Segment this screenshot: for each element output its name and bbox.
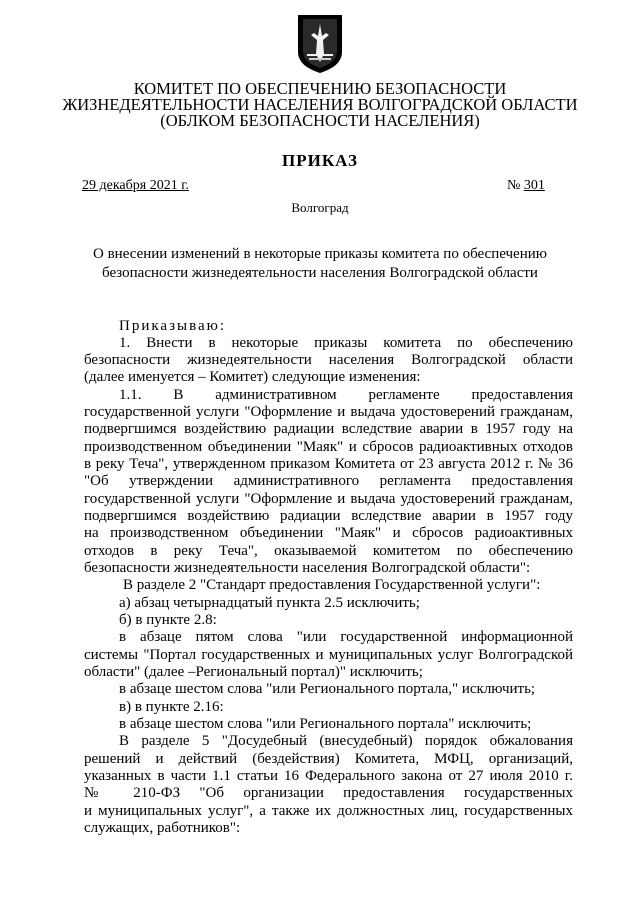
body-line: а) абзац четырнадцатый пункта 2.5 исключить; xyxy=(119,595,420,611)
body-line: системы "Портал государственных и муниципальных услуг Волгоградской xyxy=(84,647,573,663)
body-line: решений и действий (бездействия) Комитета, МФЦ, организаций, xyxy=(84,751,573,767)
org-name-line-3: (ОБЛКОМ БЕЗОПАСНОСТИ НАСЕЛЕНИЯ) xyxy=(160,111,480,130)
coat-of-arms-emblem xyxy=(297,14,343,74)
body-line: в абзаце пятом слова "или государственной информационной xyxy=(119,629,573,645)
body-line: "Об утверждении административного регламента предоставления xyxy=(84,473,573,489)
body-line: производственном объединении "Маяк" и сбросов радиоактивных отходов xyxy=(84,439,573,455)
body-line: и муниципальных услуг", а также их должностных лиц, государственных xyxy=(84,803,573,819)
body-line: подвергшимся воздействию радиации вследствие аварии в 1957 году xyxy=(84,508,573,524)
body-line: безопасности жизнедеятельности населения Волгоградской области xyxy=(84,352,573,368)
body-line: (далее именуется – Комитет) следующие изменения: xyxy=(84,369,421,385)
document-city: Волгоград xyxy=(291,200,349,215)
body-line: в реку Теча", утвержденном приказом Комитета от 23 августа 2012 г. № 36 xyxy=(84,456,573,472)
document-number xyxy=(507,178,545,194)
body-line: на производственном объединении "Маяк" и сбросов радиоактивных xyxy=(84,525,573,541)
body-line: в) в пункте 2.16: xyxy=(119,699,224,715)
body-line: указанных в части 1.1 статьи 16 Федерального закона от 27 июля 2010 г. xyxy=(84,768,573,784)
subject-line-1: О внесении изменений в некоторые приказы комитета по обеспечению xyxy=(93,246,547,262)
body-line: подвергшимся воздействию радиации вследствие аварии в 1957 году на xyxy=(84,421,573,437)
body-line: государственной услуги "Оформление и выдача удостоверений гражданам, xyxy=(84,491,573,507)
order-keyword: Приказываю: xyxy=(119,318,226,334)
org-name-line-2: ЖИЗНЕДЕЯТЕЛЬНОСТИ НАСЕЛЕНИЯ ВОЛГОГРАДСКОЙ ОБЛАСТИ xyxy=(62,95,578,114)
document-type-title: ПРИКАЗ xyxy=(282,151,358,170)
document-date: 29 декабря 2021 г. xyxy=(82,178,189,193)
org-name-line-1: КОМИТЕТ ПО ОБЕСПЕЧЕНИЮ БЕЗОПАСНОСТИ xyxy=(133,79,507,98)
body-line: 1. Внести в некоторые приказы комитета по обеспечению xyxy=(119,335,573,351)
subject-line-2: безопасности жизнедеятельности населения Волгоградской области xyxy=(102,265,538,281)
body-line: № 210-ФЗ "Об организации предоставления государственных xyxy=(84,785,573,801)
body-line: безопасности жизнедеятельности населения Волгоградской области": xyxy=(84,560,531,576)
body-line: в абзаце шестом слова "или Регионального портала" исключить; xyxy=(119,716,532,732)
body-line: в абзаце шестом слова "или Регионального портала," исключить; xyxy=(119,681,536,697)
body-line: области" (далее –Региональный портал)" исключить; xyxy=(84,664,423,680)
body-line: В разделе 5 "Досудебный (внесудебный) порядок обжалования xyxy=(119,733,573,749)
number-prefix: № xyxy=(507,178,521,193)
body-line: служащих, работников": xyxy=(84,820,241,836)
body-line: б) в пункте 2.8: xyxy=(119,612,217,628)
body-line: государственной услуги "Оформление и выдача удостоверений гражданам, xyxy=(84,404,573,420)
number-value: 301 xyxy=(523,178,545,193)
body-line: В разделе 2 "Стандарт предоставления Государственной услуги": xyxy=(123,577,541,593)
body-line: 1.1. В административном регламенте предоставления xyxy=(119,387,573,403)
body-line: отходов в реку Теча", оказываемой комитетом по обеспечению xyxy=(84,543,573,559)
